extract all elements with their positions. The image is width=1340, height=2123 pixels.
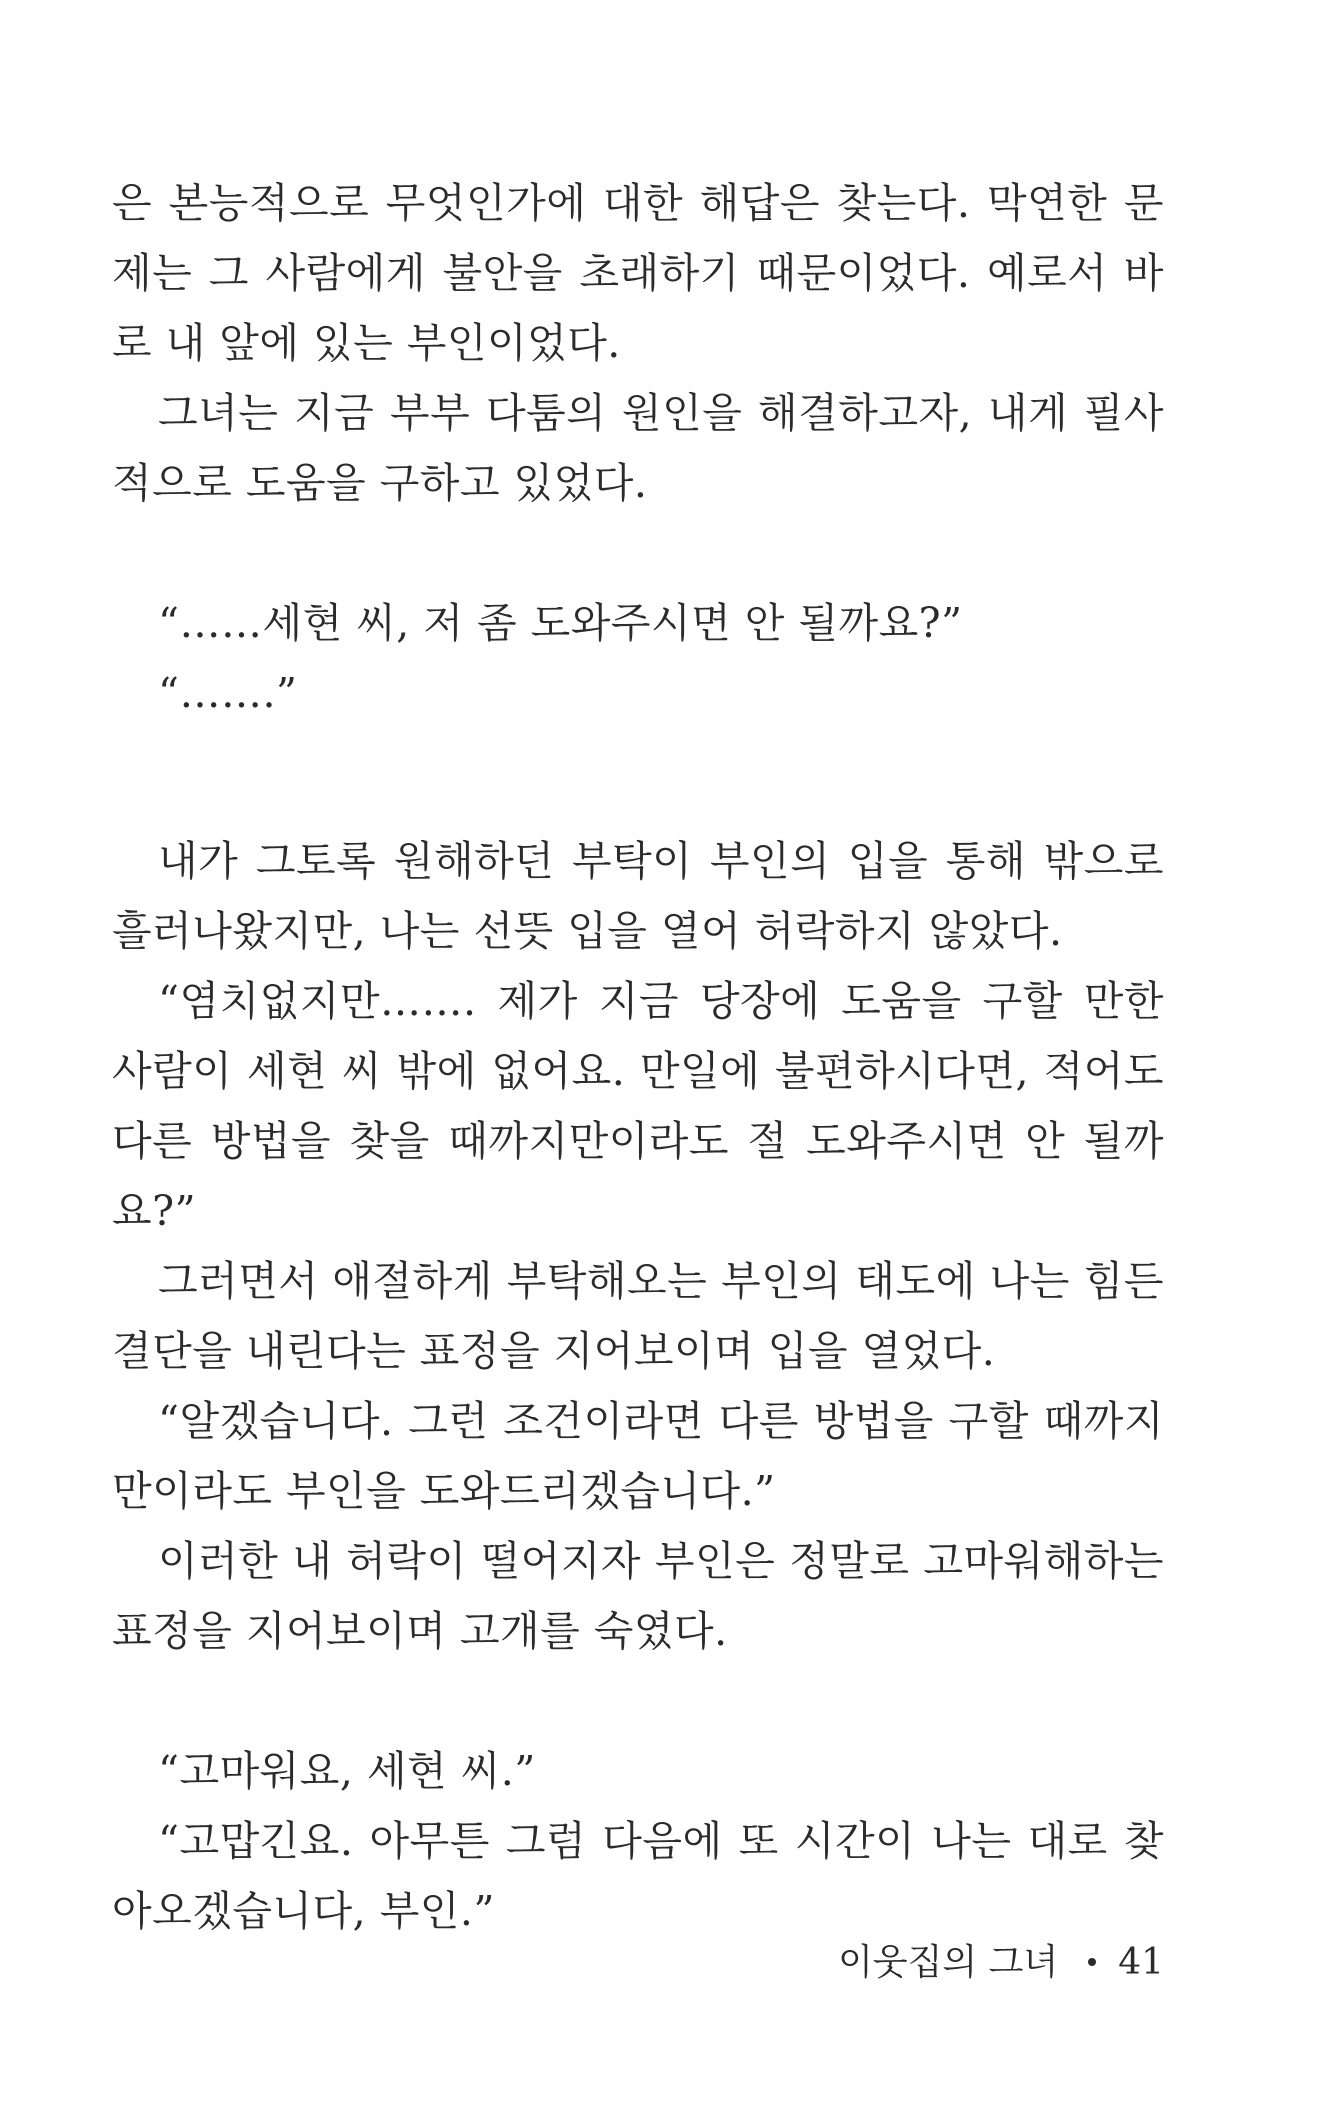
dialogue-line: “…….”	[158, 669, 298, 717]
paragraph: 이러한 내 허락이 떨어지자 부인은 정말로 고마워해하는 표정을 지어보이며 고개를 숙였다.	[112, 1537, 1164, 1655]
dialogue-line: “……세현 씨, 저 좀 도와주시면 안 될까요?”	[158, 599, 963, 647]
bullet-separator-icon	[1088, 1958, 1096, 1966]
page-number: 41	[1118, 1942, 1164, 1983]
paragraph: 내가 그토록 원해하던 부탁이 부인의 입을 통해 밖으로 흘러나왔지만, 나는 선뜻 입을 열어 허락하지 않았다.	[112, 837, 1164, 955]
dialogue-line: “고마워요, 세현 씨.”	[158, 1747, 536, 1795]
paragraph: 그녀는 지금 부부 다툼의 원인을 해결하고자, 내게 필사적으로 도움을 구하고 있었다.	[112, 389, 1164, 507]
running-title: 이웃집의 그녀	[838, 1942, 1059, 1983]
section-gap	[112, 728, 1164, 826]
dialogue-line: “염치없지만……. 제가 지금 당장에 도움을 구할 만한 사람이 세현 씨 밖에 없어요. 만일에 불편하시다면, 적어도 다른 방법을 찾을 때까지만이라도 절 도와주시면 안 될까요?”	[112, 977, 1164, 1235]
dialogue-line: “알겠습니다. 그런 조건이라면 다른 방법을 구할 때까지 만이라도 부인을 도와드리겠습니다.”	[112, 1397, 1164, 1515]
paragraph: 그러면서 애절하게 부탁해오는 부인의 태도에 나는 힘든 결단을 내린다는 표정을 지어보이며 입을 열었다.	[112, 1257, 1164, 1375]
dialogue-line: “고맙긴요. 아무튼 그럼 다음에 또 시간이 나는 대로 찾아오겠습니다, 부인.”	[112, 1817, 1164, 1935]
page-footer	[838, 1938, 1164, 1988]
paragraph-continuation: 은 본능적으로 무엇인가에 대한 해답은 찾는다. 막연한 문제는 그 사람에게 불안을 초래하기 때문이었다. 예로서 바로 내 앞에 있는 부인이었다.	[112, 179, 1164, 367]
section-gap	[112, 1666, 1164, 1736]
body-text	[112, 168, 1164, 1946]
section-gap	[112, 518, 1164, 588]
